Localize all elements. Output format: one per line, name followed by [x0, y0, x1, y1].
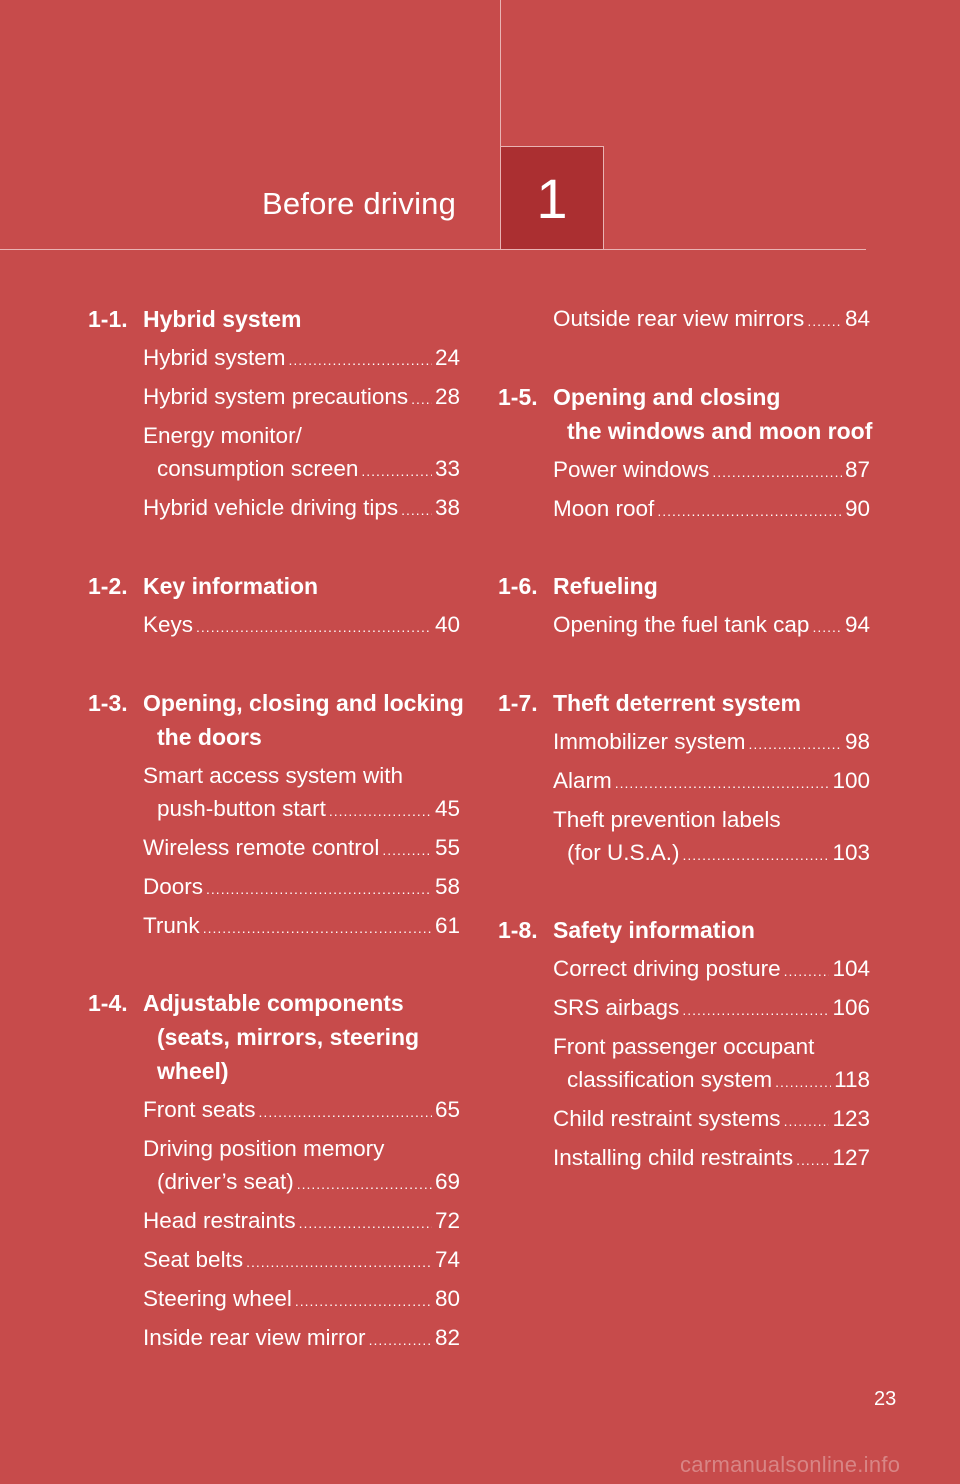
entry-row — [143, 870, 460, 906]
entry-title: Smart access system with — [143, 763, 404, 788]
toc-entry[interactable] — [498, 302, 870, 341]
section-title: Hybrid system — [143, 306, 302, 332]
dot-leader — [401, 493, 432, 527]
entry-row — [553, 608, 870, 644]
toc-entry[interactable] — [88, 1093, 460, 1132]
entry-page-number[interactable]: 103 — [832, 840, 870, 865]
entry-page-number[interactable]: 82 — [434, 1325, 460, 1350]
toc-entry[interactable] — [88, 341, 460, 380]
toc-entry[interactable] — [88, 1204, 460, 1243]
dot-leader — [796, 1143, 829, 1177]
dot-leader — [369, 1323, 432, 1357]
entry-page-number[interactable]: 45 — [434, 796, 460, 821]
toc-entry[interactable] — [88, 1282, 460, 1321]
toc-entry[interactable] — [88, 759, 460, 831]
section-heading[interactable] — [88, 986, 460, 1020]
entry-page-number[interactable]: 106 — [832, 995, 870, 1020]
section-title: Adjustable components — [143, 990, 404, 1016]
entry-title: Hybrid system precautions — [143, 384, 409, 409]
dot-leader — [203, 911, 432, 945]
section-title: Safety information — [553, 917, 755, 943]
entry-row — [143, 1204, 460, 1240]
section-title-continued: the doors — [157, 724, 262, 750]
entry-title-continued: classification system — [567, 1067, 773, 1092]
entry-row — [553, 302, 870, 338]
entry-title: Energy monitor/ — [143, 423, 302, 448]
section-number: 1-8. — [498, 917, 538, 943]
toc-entry[interactable] — [88, 1243, 460, 1282]
section-number: 1-2. — [88, 573, 128, 599]
entry-row — [553, 492, 870, 528]
entry-page-number[interactable]: 127 — [832, 1145, 870, 1170]
entry-page-number[interactable]: 28 — [434, 384, 460, 409]
dot-leader — [712, 455, 842, 489]
entry-row — [553, 725, 870, 761]
dot-leader — [784, 1104, 830, 1138]
entry-row — [143, 380, 460, 416]
entry-page-number[interactable]: 98 — [844, 729, 870, 754]
toc-section — [88, 302, 460, 530]
entry-row — [553, 952, 870, 988]
section-heading[interactable] — [88, 302, 460, 336]
section-title: Key information — [143, 573, 319, 599]
entry-page-number[interactable]: 69 — [434, 1169, 460, 1194]
toc-entry[interactable] — [498, 608, 870, 647]
entry-row — [143, 341, 460, 377]
entry-title: Doors — [143, 874, 204, 899]
entry-page-number[interactable]: 61 — [434, 913, 460, 938]
entry-page-number[interactable]: 100 — [832, 768, 870, 793]
toc-section — [88, 569, 460, 647]
entry-page-number[interactable]: 33 — [434, 456, 460, 481]
entry-title: Steering wheel — [143, 1286, 292, 1311]
dot-leader — [289, 343, 432, 377]
section-number: 1-3. — [88, 690, 128, 716]
watermark: carmanualsonline.info — [680, 1452, 901, 1477]
entry-title: Power windows — [553, 457, 710, 482]
entry-row — [143, 608, 460, 644]
toc-entry[interactable] — [498, 1141, 870, 1180]
entry-page-number[interactable]: 24 — [434, 345, 460, 370]
dot-leader — [329, 794, 432, 828]
dot-leader — [775, 1065, 831, 1099]
entry-page-number[interactable]: 84 — [844, 306, 870, 331]
entry-title: Front seats — [143, 1097, 256, 1122]
toc-entry[interactable] — [88, 608, 460, 647]
entry-title: Alarm — [553, 768, 612, 793]
entry-title-continued: (for U.S.A.) — [567, 840, 680, 865]
section-title-continued: the windows and moon roof — [567, 418, 873, 444]
entry-row — [567, 836, 870, 872]
dot-leader — [682, 993, 829, 1027]
section-heading[interactable] — [498, 686, 870, 720]
dot-leader — [361, 454, 432, 488]
section-title: Opening, closing and locking — [143, 690, 464, 716]
entry-page-number[interactable]: 65 — [434, 1097, 460, 1122]
section-number: 1-4. — [88, 990, 128, 1016]
entry-row — [553, 991, 870, 1027]
entry-title: Outside rear view mirrors — [553, 306, 805, 331]
section-title: Refueling — [553, 573, 658, 599]
entry-row — [157, 792, 460, 828]
entry-title: Opening the fuel tank cap — [553, 612, 810, 637]
section-number: 1-1. — [88, 306, 128, 332]
entry-row — [143, 491, 460, 527]
entry-page-number[interactable]: 74 — [434, 1247, 460, 1272]
entry-page-number[interactable]: 118 — [834, 1067, 870, 1092]
toc-entry[interactable] — [88, 491, 460, 530]
dot-leader — [812, 610, 842, 644]
entry-title: Keys — [143, 612, 194, 637]
entry-title-continued: consumption screen — [157, 456, 359, 481]
entry-row — [553, 453, 870, 489]
toc-section — [498, 380, 873, 531]
entry-title: Head restraints — [143, 1208, 296, 1233]
toc-entry[interactable] — [498, 453, 870, 492]
dot-leader — [295, 1284, 432, 1318]
entry-row — [157, 1165, 460, 1201]
entry-title: Seat belts — [143, 1247, 244, 1272]
toc-entry[interactable] — [88, 870, 460, 909]
dot-leader — [657, 494, 842, 528]
dot-leader — [297, 1167, 432, 1201]
toc-section — [498, 686, 870, 875]
dot-leader — [749, 727, 842, 761]
section-number: 1-6. — [498, 573, 538, 599]
toc-entry[interactable] — [498, 1030, 870, 1102]
section-heading[interactable] — [498, 913, 870, 947]
entry-title: Installing child restraints — [553, 1145, 794, 1170]
entry-row — [143, 1321, 460, 1357]
dot-leader — [299, 1206, 432, 1240]
entry-title: Inside rear view mirror — [143, 1325, 366, 1350]
toc-section — [88, 686, 464, 948]
entry-page-number[interactable]: 94 — [844, 612, 870, 637]
toc-entry[interactable] — [498, 952, 870, 991]
toc-entry[interactable] — [88, 380, 460, 419]
chapter-number-box — [500, 146, 604, 250]
entry-row — [553, 1102, 870, 1138]
dot-leader — [615, 766, 830, 800]
entry-page-number[interactable]: 58 — [434, 874, 460, 899]
entry-title: Theft prevention labels — [553, 807, 781, 832]
page-number: 23 — [874, 1388, 897, 1410]
toc-entry[interactable] — [498, 803, 870, 875]
entry-page-number[interactable]: 104 — [832, 956, 870, 981]
entry-page-number[interactable]: 55 — [434, 835, 460, 860]
chapter-number: 1 — [536, 167, 568, 230]
entry-row — [143, 1282, 460, 1318]
toc-entry[interactable] — [88, 419, 460, 491]
section-number: 1-7. — [498, 690, 538, 716]
entry-title: Driving position memory — [143, 1136, 385, 1161]
entry-page-number[interactable]: 72 — [434, 1208, 460, 1233]
dot-leader — [784, 954, 830, 988]
toc-entry[interactable] — [498, 764, 870, 803]
entry-title: Wireless remote control — [143, 835, 380, 860]
entry-page-number[interactable]: 87 — [844, 457, 870, 482]
section-title: Opening and closing — [553, 384, 781, 410]
section-heading[interactable] — [88, 686, 464, 720]
toc-entry[interactable] — [498, 492, 870, 531]
entry-page-number[interactable]: 38 — [434, 495, 460, 520]
entry-page-number[interactable]: 123 — [832, 1106, 870, 1131]
section-title-continued: (seats, mirrors, steering — [157, 1024, 420, 1050]
entry-title: Hybrid system — [143, 345, 286, 370]
toc-entry[interactable] — [88, 1321, 460, 1360]
horizontal-rule — [0, 249, 866, 250]
entry-title: Moon roof — [553, 496, 655, 521]
entry-title: Correct driving posture — [553, 956, 781, 981]
dot-leader — [206, 872, 432, 906]
entry-title: Immobilizer system — [553, 729, 746, 754]
toc-section — [498, 913, 870, 1180]
entry-title: SRS airbags — [553, 995, 680, 1020]
dot-leader — [196, 610, 432, 644]
dot-leader — [259, 1095, 432, 1129]
entry-row — [143, 1243, 460, 1279]
entry-page-number[interactable]: 80 — [434, 1286, 460, 1311]
entry-title: Hybrid vehicle driving tips — [143, 495, 399, 520]
section-title-continued: wheel) — [157, 1058, 229, 1084]
toc-entry[interactable] — [88, 831, 460, 870]
entry-title: Child restraint systems — [553, 1106, 781, 1131]
toc-entry[interactable] — [498, 991, 870, 1030]
entry-row — [157, 452, 460, 488]
dot-leader — [246, 1245, 432, 1279]
toc-entry[interactable] — [88, 909, 460, 948]
entry-page-number[interactable]: 40 — [434, 612, 460, 637]
entry-row — [567, 1063, 870, 1099]
section-heading[interactable] — [498, 380, 870, 414]
entry-title-continued: (driver’s seat) — [157, 1169, 294, 1194]
entry-row — [553, 1141, 870, 1177]
section-number: 1-5. — [498, 384, 538, 410]
section-heading[interactable] — [88, 569, 460, 603]
entry-row — [143, 909, 460, 945]
entry-title-continued: push-button start — [157, 796, 326, 821]
section-heading[interactable] — [498, 569, 870, 603]
entry-row — [143, 1093, 460, 1129]
toc-section — [88, 986, 460, 1360]
entry-row — [143, 831, 460, 867]
entry-page-number[interactable]: 90 — [844, 496, 870, 521]
toc-entry[interactable] — [498, 725, 870, 764]
entry-row — [553, 764, 870, 800]
toc-section — [498, 569, 870, 647]
dot-leader — [411, 382, 432, 416]
toc-section — [498, 302, 870, 341]
toc-entry[interactable] — [88, 1132, 460, 1204]
dot-leader — [382, 833, 432, 867]
dot-leader — [683, 838, 830, 872]
chapter-title: Before driving — [262, 186, 457, 221]
entry-title: Trunk — [143, 913, 200, 938]
entry-title: Front passenger occupant — [553, 1034, 815, 1059]
toc-entry[interactable] — [498, 1102, 870, 1141]
dot-leader — [807, 304, 842, 338]
section-title: Theft deterrent system — [553, 690, 801, 716]
